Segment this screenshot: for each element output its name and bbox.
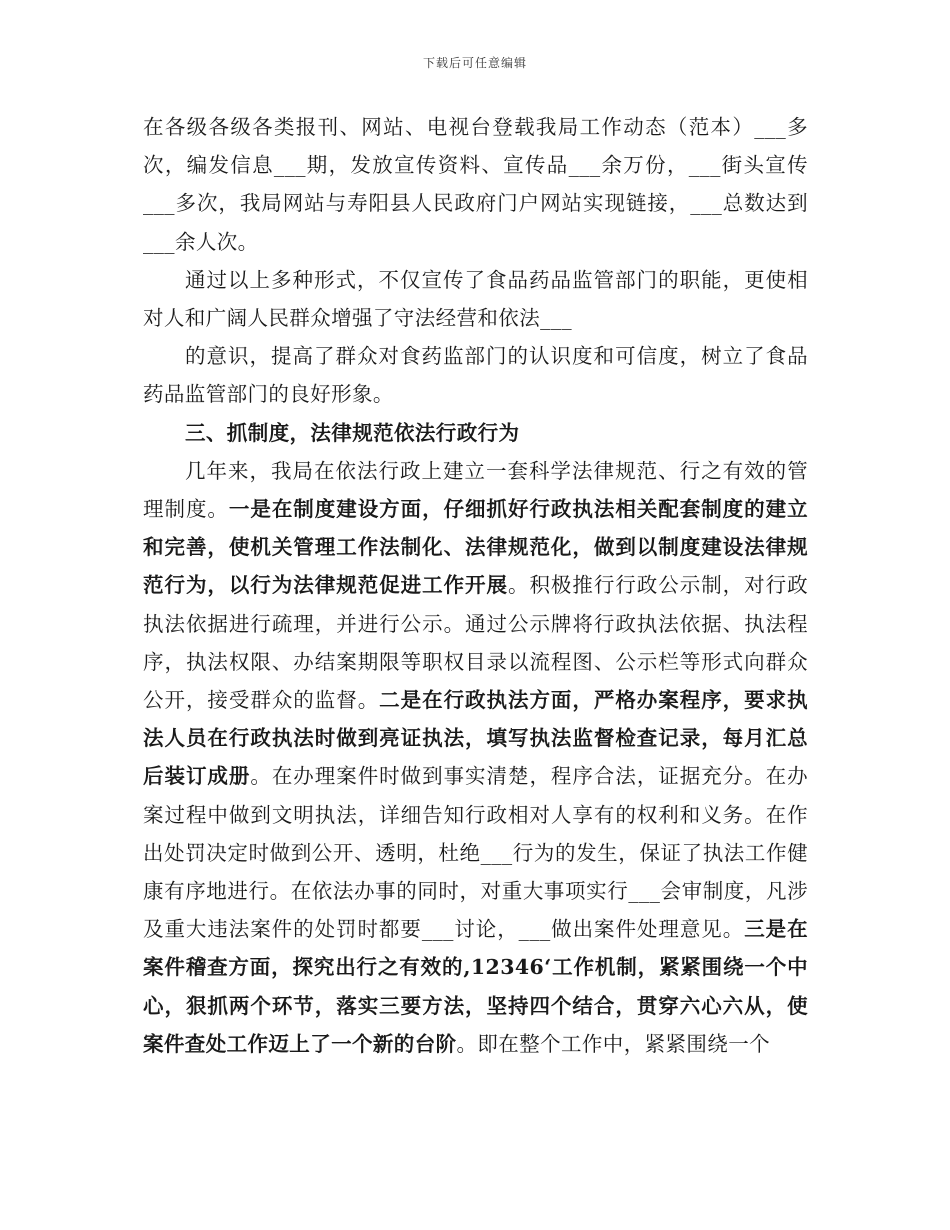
- text-run: 的意识，提高了群众对食药监部门的认识度和可信度，树立了食品药品监管部门的良好形象。: [143, 344, 808, 407]
- text-run: 。积极推行行政公示制，对行政执法依据进行疏理，并进行公示。通过公示牌将行政执法依据、执法程序，执法权限、办结案期限等职权目录以流程图、公示栏等形式向群众公开，接受群众的监督。: [143, 573, 808, 713]
- bold-text-run: 三是在案件稽查方面，探究出行之有效的,12346‘工作机制，紧紧围绕一个中心，狠抓两个环节，落实三要方法，坚持四个结合，贯穿六心六从，使案件查处工作迈上了一个新的台阶: [143, 917, 808, 1056]
- page-header-note: 下载后可任意编辑: [422, 56, 527, 70]
- text-run: 。即在整个工作中，紧紧围绕一个: [456, 1031, 770, 1056]
- text-run: 。在办理案件时做到事实清楚，程序合法，证据充分。在办案过程中做到文明执法，详细告知行政相对人享有的权利和义务。在作出处罚决定时做到公开、透明，杜绝___行为的发生，保证了执法工作健康有序地进行。在依法办事的同时，对重大事项实行___会审制度，凡涉及重大违法案件的处罚时都要___讨论，___做出案件处理意见。: [143, 764, 809, 942]
- section-heading: 三、抓制度，法律规范依法行政行为: [185, 420, 520, 445]
- bold-text-run: 一是在制度建设方面，仔细抓好行政执法相关配套制度的建立和完善，使机关管理工作法制化、法律规范化，做到以制度建设法律规范行为，以行为法律规范促进工作开展: [143, 497, 808, 598]
- text-run: 通过以上多种形式，不仅宣传了食品药品监管部门的职能，更使相对人和广阔人民群众增强了守法经营和依法___: [143, 267, 808, 331]
- text-run: 在各级各级各类报刊、网站、电视台登载我局工作动态（范本）___多次，编发信息___期，发放宣传资料、宣传品___余万份，___街头宣传___多次，我局网站与寿阳县人民政府门户网站实现链接，___总数达到___余人次。: [143, 115, 808, 254]
- paragraph-publicity-image: [143, 337, 808, 413]
- text-run: 几年来，我局在依法行政上建立一套科学法律规范、行之有效的管理制度。: [143, 458, 808, 522]
- paragraph-publicity-stats: [143, 108, 808, 261]
- paragraph-system-building: [143, 452, 808, 1063]
- document-body: [143, 108, 808, 1063]
- bold-text-run: 二是在行政执法方面，严格办案程序，要求执法人员在行政执法时做到亮证执法，填写执法监督检查记录，每月汇总后装订成册: [143, 688, 808, 789]
- paragraph-publicity-effect: [143, 261, 808, 337]
